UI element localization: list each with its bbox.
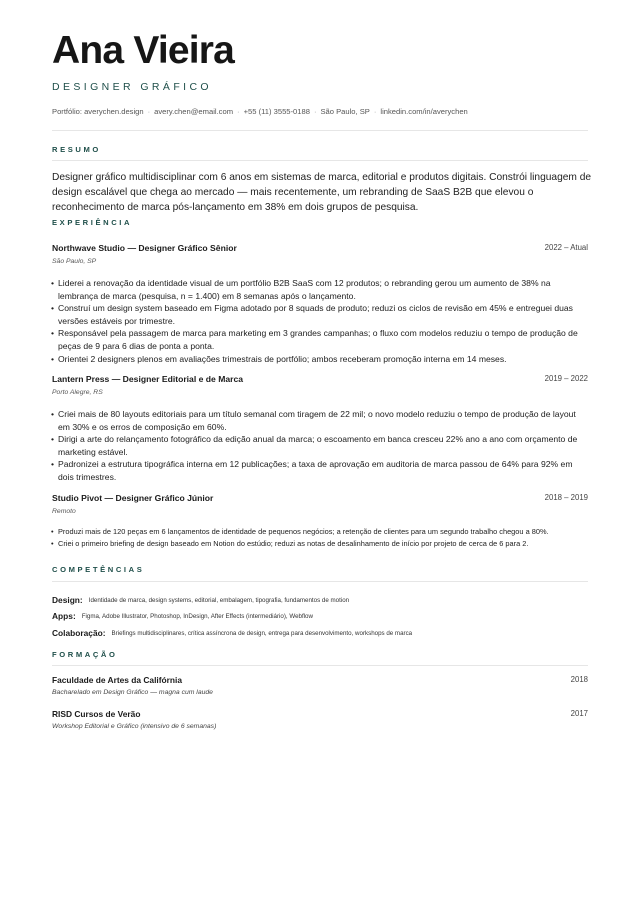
divider: [52, 581, 588, 582]
job-location: Remoto: [52, 508, 76, 515]
job-bullet: • Produzi mais de 120 peças em 6 lançamentos de identidade de pequenos negócios; a retenção de clientes para um segundo trabalho chegou a 80%.: [52, 526, 588, 538]
education-year: 2018: [570, 675, 588, 684]
skill-value: Identidade de marca, design systems, editorial, embalagem, tipografia, fundamentos de motion: [88, 597, 350, 604]
education-entry: [52, 709, 588, 730]
section-title-skills: COMPETÊNCIAS: [52, 565, 145, 574]
skill-value: Figma, Adobe Illustrator, Photoshop, InDesign, After Effects (intermediário), Webflow: [81, 613, 313, 620]
skill-label: Colaboração:: [52, 628, 106, 638]
education-school: Faculdade de Artes da Califórnia: [52, 675, 183, 685]
summary-text: Designer gráfico multidisciplinar com 6 anos em sistemas de marca, editorial e produtos digitais. Constrói linguagem de design escalável que chega ao mercado — mais recentemente, um rebranding de SaaS B2B que elevou o reconhecimento de marca pós-lançamento em 38% em dois grupos de pesquisa.: [52, 172, 592, 213]
job-bullet: • Padronizei a estrutura tipográfica interna em 12 publicações; a taxa de aprovação em auditoria de marca passou de 64% para 92% em dois trimestres.: [52, 458, 588, 483]
job-title: Studio Pivot — Designer Gráfico Júnior: [52, 493, 214, 503]
job-bullet: • Orientei 2 designers plenos em avaliações trimestrais de portfólio; ambos receberam promoção interna em 14 meses.: [52, 353, 588, 366]
contact-portfolio[interactable]: Portfólio: averychen.design: [52, 107, 144, 116]
skill-value: Briefings multidisciplinares, crítica assíncrona de design, entrega para desenvolvimento, workshops de marca: [111, 630, 413, 637]
job-bullet: • Liderei a renovação da identidade visual de um portfólio B2B SaaS com 12 produtos; o rebranding gerou um aumento de 38% na lembrança de marca (pesquisa, n = 1.400) em 8 semanas após o lançamento.: [52, 277, 588, 302]
divider: [52, 160, 588, 161]
job-date: 2022 – Atual: [544, 243, 588, 252]
skill-label: Design:: [52, 595, 83, 605]
contact-linkedin[interactable]: linkedin.com/in/averychen: [380, 107, 468, 116]
job-entry: [52, 493, 588, 550]
section-title-experience: EXPERIÊNCIA: [52, 218, 133, 227]
education-degree: Bacharelado em Design Gráfico — magna cum laude: [52, 689, 213, 696]
job-title: Northwave Studio — Designer Gráfico Sênior: [52, 243, 237, 253]
job-bullet: • Criei o primeiro briefing de design baseado em Notion do estúdio; reduzi as notas de desalinhamento de início por projeto de cerca de 6 para 2.: [52, 538, 588, 550]
job-entry: [52, 243, 588, 365]
candidate-role: DESIGNER GRÁFICO: [52, 81, 212, 93]
job-location: São Paulo, SP: [52, 258, 97, 265]
skill-label: Apps:: [52, 611, 76, 621]
divider: [52, 130, 588, 131]
contact-separator: ·: [313, 107, 317, 116]
contact-separator: ·: [373, 107, 377, 116]
contact-line: [52, 107, 468, 116]
contact-separator: ·: [147, 107, 151, 116]
job-title: Lantern Press — Designer Editorial e de Marca: [52, 374, 244, 384]
divider: [52, 665, 588, 666]
contact-separator: ·: [237, 107, 240, 116]
job-bullets: [52, 277, 588, 365]
contact-phone: +55 (11) 3555-0188: [243, 107, 310, 116]
section-title-education: FORMAÇÃO: [52, 650, 118, 659]
job-bullet: • Responsável pela passagem de marca para marketing em 3 grandes campanhas; o fluxo com modelos reduziu o tempo de produção de peças de 9 para 6 dias de ponta a ponta.: [52, 327, 588, 352]
education-entry: [52, 675, 588, 696]
candidate-name: Ana Vieira: [52, 29, 235, 72]
job-bullet: • Criei mais de 80 layouts editoriais para um título semanal com tiragem de 22 mil; o novo modelo reduziu o tempo de produção de layout em 30% e os erros de composição em 60%.: [52, 408, 588, 433]
education-year: 2017: [570, 709, 588, 718]
education-degree: Workshop Editorial e Gráfico (intensivo de 6 semanas): [52, 723, 217, 730]
job-bullets: [52, 408, 588, 484]
contact-location: São Paulo, SP: [320, 107, 370, 116]
job-location: Porto Alegre, RS: [52, 389, 103, 396]
contact-email[interactable]: avery.chen@email.com: [154, 107, 234, 116]
job-date: 2018 – 2019: [544, 493, 588, 502]
section-title-summary: RESUMO: [52, 145, 101, 154]
education-school: RISD Cursos de Verão: [52, 709, 141, 719]
skill-row: [52, 623, 588, 641]
skill-row: [52, 606, 588, 624]
job-bullet: • Construí um design system baseado em Figma adotado por 8 squads de produto; reduzi os ciclos de revisão em 45% e entreguei duas versões estáveis por trimestre.: [52, 302, 588, 327]
job-date: 2019 – 2022: [544, 374, 588, 383]
job-bullet: • Dirigi a arte do relançamento fotográfico da edição anual da marca; o escoamento em banca cresceu 22% ano a ano com orçamento de marketing estável.: [52, 433, 588, 458]
job-entry: [52, 374, 588, 484]
job-bullets: [52, 526, 588, 550]
